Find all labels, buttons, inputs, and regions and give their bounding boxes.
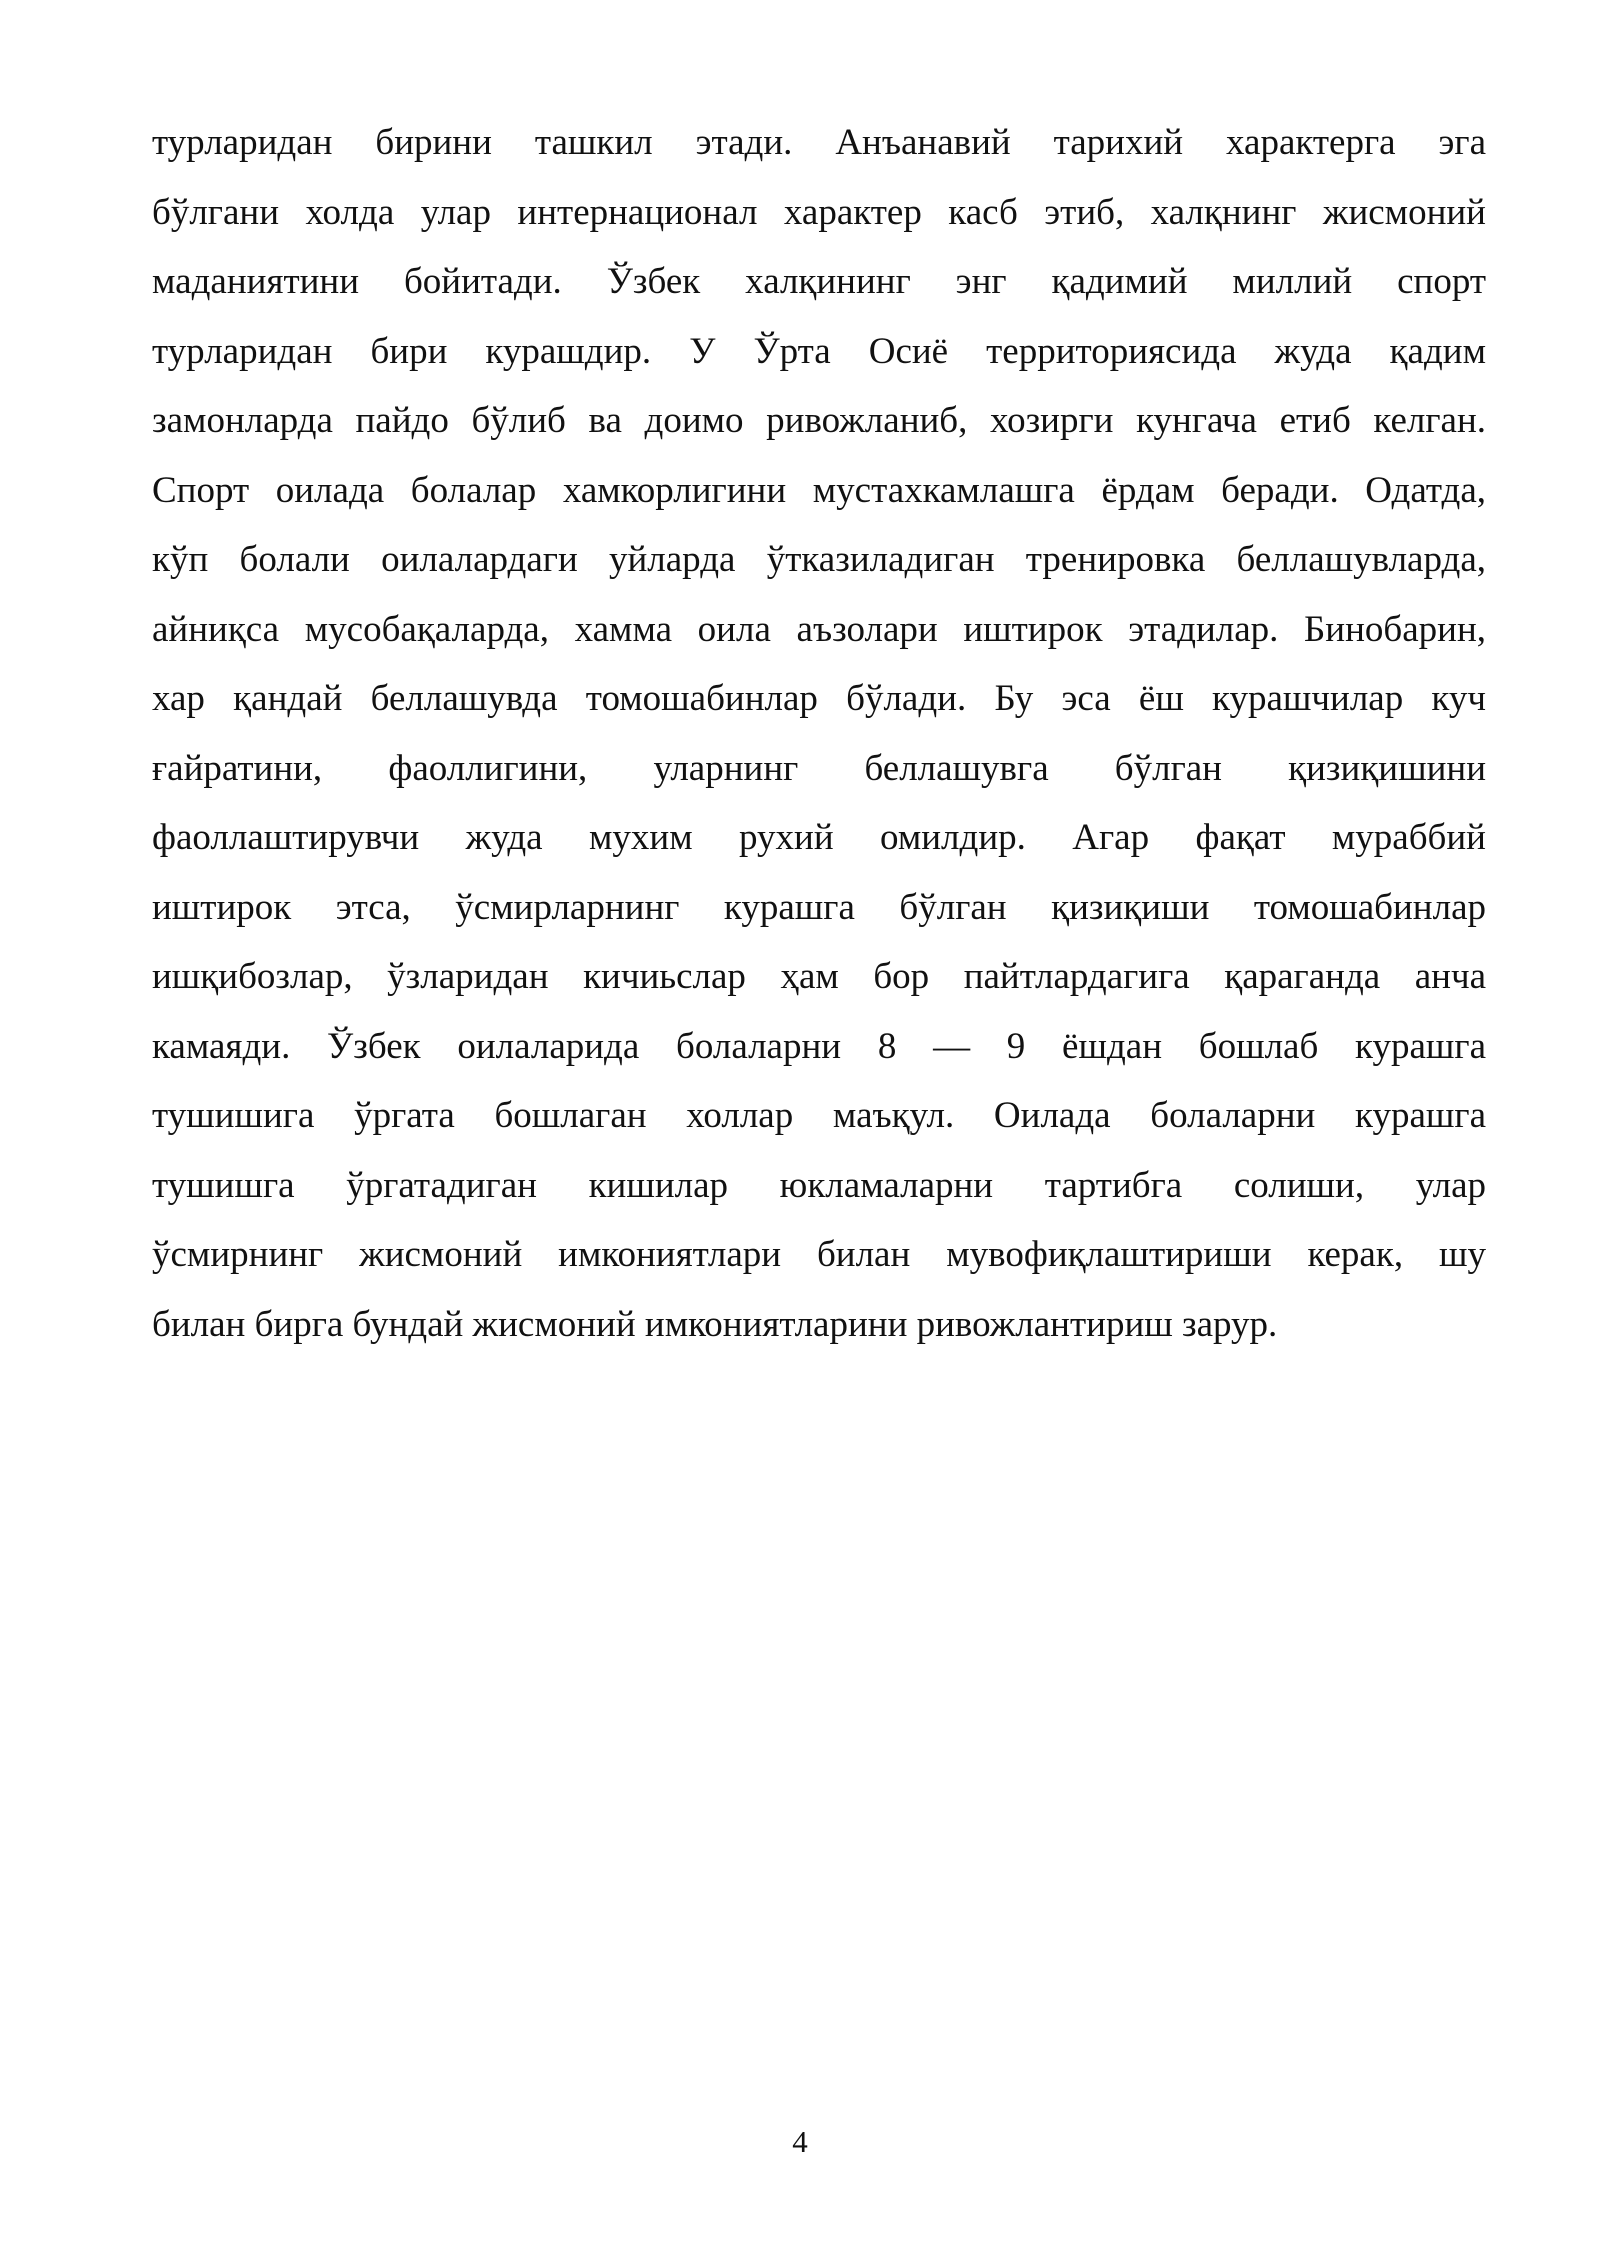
text-line-last: билан бирга бундай жисмоний имкониятларини ривожлантириш зарур.	[152, 1303, 1278, 1345]
text-line: ишқибозлар, ўзларидан кичиьслар ҳам бор пайтлардагига қараганда анча	[152, 956, 1486, 997]
text-line: маданиятини бойитади. Ўзбек халқининг энг қадимий миллий спорт	[152, 261, 1486, 302]
text-line: кўп болали оилалардаги уйларда ўтказиладиган тренировка беллашувларда,	[152, 539, 1486, 580]
text-line: хар қандай беллашувда томошабинлар бўлади. Бу эса ёш курашчилар куч	[152, 678, 1486, 719]
text-line: турларидан бири курашдир. У Ўрта Осиё территориясида жуда қадим	[152, 330, 1486, 372]
text-line: тушишига ўргата бошлаган холлар маъқул. Оилада болаларни курашга	[152, 1095, 1486, 1136]
text-line: бўлгани холда улар интернационал характер касб этиб, халқнинг жисмоний	[152, 191, 1486, 233]
text-line: тушишга ўргатадиган кишилар юкламаларни тартибга солиши, улар	[152, 1164, 1486, 1206]
text-line: фаоллаштирувчи жуда мухим рухий омилдир. Агар фақат мураббий	[152, 817, 1486, 858]
text-line: ўсмирнинг жисмоний имкониятлари билан мувофиқлаштириши керак, шу	[152, 1234, 1486, 1275]
text-line: камаяди. Ўзбек оилаларида болаларни 8 — 9 ёшдан бошлаб курашга	[152, 1025, 1486, 1067]
text-line: Спорт оилада болалар хамкорлигини мустахкамлашга ёрдам беради. Одатда,	[152, 469, 1486, 511]
page-number: 4	[792, 2124, 808, 2159]
text-line: замонларда пайдо бўлиб ва доимо ривожланиб, хозирги кунгача етиб келган.	[152, 400, 1486, 441]
text-line: айниқса мусобақаларда, хамма оила аъзолари иштирок этадилар. Бинобарин,	[152, 608, 1486, 650]
text-line: ғайратини, фаоллигини, уларнинг беллашувга бўлган қизиқишини	[152, 747, 1486, 789]
body-paragraph	[152, 108, 1486, 1359]
text-line: турларидан бирини ташкил этади. Анъанавий тарихий характерга эга	[152, 122, 1486, 163]
text-line: иштирок этса, ўсмирларнинг курашга бўлган қизиқиши томошабинлар	[152, 886, 1486, 928]
